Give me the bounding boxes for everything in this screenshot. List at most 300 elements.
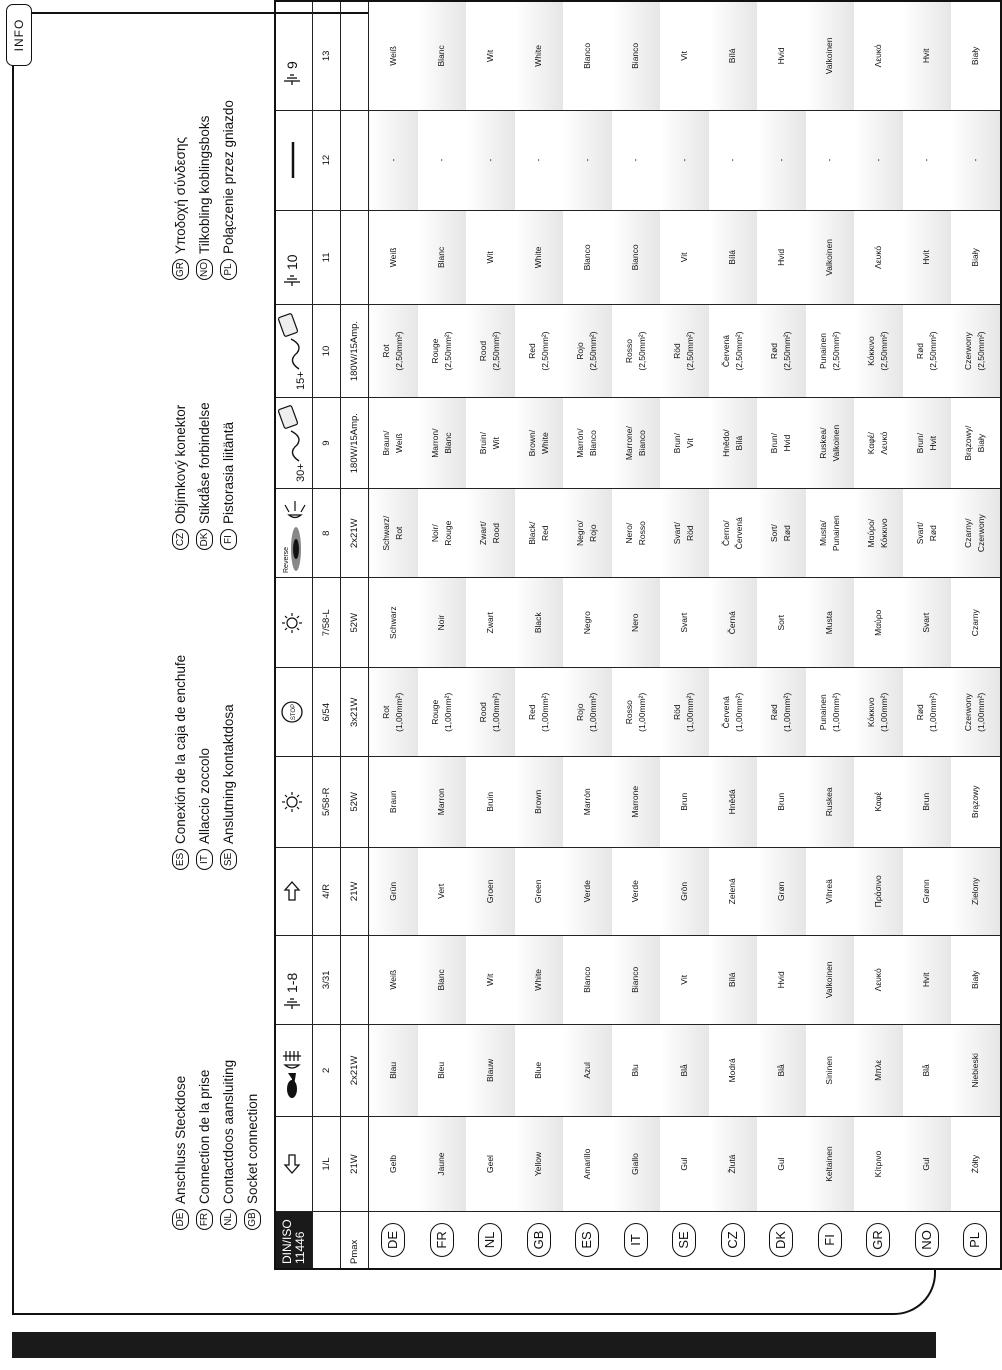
color-cell: - — [563, 110, 612, 210]
color-cell: Valkoinen — [806, 1, 855, 110]
color-cell: Azul — [563, 1024, 612, 1117]
table-row — [903, 1, 952, 1269]
color-cell: - — [709, 110, 758, 210]
color-cell: Bruin — [466, 757, 515, 848]
legend-text: Allaccio zoccolo — [196, 747, 212, 844]
color-cell: Schwarz — [369, 577, 418, 668]
color-cell: Blu — [612, 1024, 661, 1117]
language-badge: CZ — [172, 529, 189, 550]
stop-light-icon — [279, 699, 310, 725]
ground-10-label: 10 — [283, 254, 300, 271]
row-language — [515, 1211, 564, 1269]
color-cell: - — [757, 110, 806, 210]
color-cell: Negro/ Rojo — [563, 489, 612, 578]
color-cell: Bílá — [709, 936, 758, 1025]
color-cell: Svart/ Rød — [903, 489, 952, 578]
row-language — [951, 1211, 1001, 1269]
color-cell: Καφέ — [854, 757, 903, 848]
table-row — [660, 1, 709, 1269]
color-cell: Noir — [418, 577, 467, 668]
pin-number: 4/R — [313, 847, 341, 936]
color-cell: Rød (2,50mm²) — [903, 305, 952, 398]
header-icon-cell — [275, 936, 313, 1025]
color-cell: Blanco — [563, 210, 612, 305]
color-cell: Röd (1,00mm²) — [660, 668, 709, 757]
row-language — [369, 1211, 418, 1269]
color-cell: Punainen (1,00mm²) — [806, 668, 855, 757]
color-cell: Yellow — [515, 1117, 564, 1212]
language-badge: NL — [478, 1223, 502, 1257]
color-cell: Hvit — [903, 1, 952, 110]
color-cell: Κόκκινο (1,00mm²) — [854, 668, 903, 757]
color-cell: Vit — [660, 1, 709, 110]
color-cell: Marrone/ Bianco — [612, 397, 661, 489]
legend-text: Anschluss Steckdose — [172, 1075, 188, 1204]
color-cell: Green — [515, 847, 564, 936]
pmax-value: 21W — [341, 847, 369, 936]
color-cell: Rød (1,00mm²) — [757, 668, 806, 757]
color-cell: - — [418, 110, 467, 210]
legend-text: Połączenie przez gniazdo — [220, 100, 236, 254]
table-row — [369, 1, 418, 1269]
side-light-right-icon — [281, 790, 308, 814]
color-cell: Vit — [660, 210, 709, 305]
pmax-value — [341, 1, 369, 110]
color-cell: Vert — [418, 847, 467, 936]
color-cell: Rouge (2,50mm²) — [418, 305, 467, 398]
color-cell: - — [369, 110, 418, 210]
color-cell: Rød (2,50mm²) — [757, 305, 806, 398]
row-language — [466, 1211, 515, 1269]
table-row — [563, 1, 612, 1269]
color-cell: Κίτρινο — [854, 1117, 903, 1212]
battery-30-icon — [277, 403, 312, 483]
color-cell: Geel — [466, 1117, 515, 1212]
color-cell: Brun — [660, 757, 709, 848]
pin-number: 1/L — [313, 1117, 341, 1212]
color-cell: Röd (2,50mm²) — [660, 305, 709, 398]
color-cell: Λευκό — [854, 936, 903, 1025]
color-cell: Žlutá — [709, 1117, 758, 1212]
color-cell: Ruskea — [806, 757, 855, 848]
ground-10-icon — [281, 228, 308, 286]
color-cell: Grön — [660, 847, 709, 936]
color-cell: Πράσινο — [854, 847, 903, 936]
color-cell: - — [903, 110, 952, 210]
color-cell: Blå — [660, 1024, 709, 1117]
language-badge: FI — [818, 1223, 842, 1257]
legend-column-4 — [168, 100, 240, 280]
color-cell: Hnědo/ Bílá — [709, 397, 758, 489]
language-badge: GR — [866, 1223, 890, 1257]
color-cell: Biały — [951, 210, 1001, 305]
color-cell: Grün — [369, 847, 418, 936]
color-cell: Gul — [660, 1117, 709, 1212]
color-cell: Zwart — [466, 577, 515, 668]
language-badge: NL — [220, 1209, 237, 1230]
legend-item-es — [168, 655, 192, 870]
legend-item-dk — [192, 402, 216, 550]
color-cell: Blanco — [563, 1, 612, 110]
pmax-value: 3x21W — [341, 668, 369, 757]
color-cell: Svart/ Röd — [660, 489, 709, 578]
legend-item-se — [216, 655, 240, 870]
color-cell: - — [515, 110, 564, 210]
color-cell: Sort/ Rød — [757, 489, 806, 578]
color-cell: Brun/ Hvid — [757, 397, 806, 489]
color-cell: - — [854, 110, 903, 210]
color-cell: Weiß — [369, 1, 418, 110]
color-cell: Brązowy/ Biały — [951, 397, 1001, 489]
language-badge: CZ — [721, 1223, 745, 1257]
color-cell: Hvid — [757, 936, 806, 1025]
pmax-value: 2x21W — [341, 1024, 369, 1117]
legend-text: Connection de la prise — [196, 1069, 212, 1204]
color-cell: Gul — [757, 1117, 806, 1212]
color-cell: Bílá — [709, 210, 758, 305]
color-cell: Nero/ Rosso — [612, 489, 661, 578]
ground-1-8-icon — [281, 951, 308, 1009]
language-badge: PL — [963, 1223, 987, 1257]
language-badge: IT — [196, 849, 213, 870]
pmax-value: 2x21W — [341, 489, 369, 578]
color-cell: Vihreä — [806, 847, 855, 936]
color-cell: Μαύρο — [854, 577, 903, 668]
legend-item-gb — [240, 1060, 264, 1230]
color-cell: Brown — [515, 757, 564, 848]
color-cell: Hvid — [757, 210, 806, 305]
legend-column-2 — [168, 655, 240, 870]
color-cell: Brown/ White — [515, 397, 564, 489]
legend-text: Υποδοχή σύνδεσης — [172, 137, 188, 254]
legend-text: Stikdåse forbindelse — [196, 402, 212, 524]
language-badge: DE — [381, 1223, 405, 1257]
language-badge: FI — [220, 529, 237, 550]
legend-column-1 — [168, 1060, 264, 1230]
language-badge: PL — [220, 259, 237, 280]
language-badge: FR — [430, 1223, 454, 1257]
pin-number: 3/31 — [313, 936, 341, 1025]
color-cell: Modrá — [709, 1024, 758, 1117]
bottom-bar — [12, 1332, 936, 1358]
color-cell: Brun/ Vit — [660, 397, 709, 489]
language-badge: ES — [575, 1223, 599, 1257]
color-cell: Bianco — [612, 210, 661, 305]
arrow-right-icon — [283, 880, 306, 902]
color-cell: Niebieski — [951, 1024, 1001, 1117]
color-cell: Hnědá — [709, 757, 758, 848]
color-cell: Braun — [369, 757, 418, 848]
color-cell: Punainen (2,50mm²) — [806, 305, 855, 398]
color-cell: Červená (2,50mm²) — [709, 305, 758, 398]
pmax-value: 21W — [341, 1117, 369, 1212]
legend-text: Anslutning kontaktdosa — [220, 704, 236, 844]
color-cell: Hvit — [903, 936, 952, 1025]
color-cell: Svart — [660, 577, 709, 668]
language-badge: IT — [624, 1223, 648, 1257]
legend-item-it — [192, 655, 216, 870]
color-cell: Black/ Red — [515, 489, 564, 578]
legend-text: Pistorasia liitäntä — [220, 421, 236, 524]
socket-connection-table — [274, 0, 1002, 1270]
color-cell: Valkoinen — [806, 210, 855, 305]
color-cell: Zwart/ Rood — [466, 489, 515, 578]
color-cell: Μπλε — [854, 1024, 903, 1117]
row-language — [757, 1211, 806, 1269]
color-cell: Wit — [466, 936, 515, 1025]
color-cell: Blanco — [563, 936, 612, 1025]
color-cell: Black — [515, 577, 564, 668]
pmax-value: 180W/15Amp. — [341, 305, 369, 398]
color-cell: Musta/ Punainen — [806, 489, 855, 578]
legend-text: Tilkobling koblingsboks — [196, 115, 212, 254]
table-row — [466, 1, 515, 1269]
pmax-value — [341, 210, 369, 305]
color-cell: Μαύρο/ Κόκκινο — [854, 489, 903, 578]
color-cell: Noir/ Rouge — [418, 489, 467, 578]
header-icon-cell — [275, 397, 313, 489]
rotated-content — [160, 0, 987, 1270]
color-cell: Bianco — [612, 936, 661, 1025]
color-cell: Λευκό — [854, 210, 903, 305]
legend-text: Conexión de la caja de enchufe — [172, 654, 188, 844]
color-cell: Zielony — [951, 847, 1001, 936]
row-language — [563, 1211, 612, 1269]
color-cell: Amarillo — [563, 1117, 612, 1212]
color-cell: Blanc — [418, 210, 467, 305]
battery-15-icon — [277, 311, 312, 391]
color-cell: Jaune — [418, 1117, 467, 1212]
svg-text:Reverse: Reverse — [282, 547, 290, 574]
color-cell: Blauw — [466, 1024, 515, 1117]
legend-text: Socket connection — [244, 1093, 260, 1204]
color-cell: Brązowy — [951, 757, 1001, 848]
color-cell: - — [612, 110, 661, 210]
color-cell: Κόκκινο (2,50mm²) — [854, 305, 903, 398]
color-cell: White — [515, 1, 564, 110]
header-icon-cell — [275, 110, 313, 210]
color-cell: Wit — [466, 210, 515, 305]
color-cell: Blanc — [418, 936, 467, 1025]
color-cell: Biały — [951, 936, 1001, 1025]
table-row — [806, 1, 855, 1269]
language-badge: DE — [172, 1209, 189, 1230]
legend-item-fr — [192, 1060, 216, 1230]
color-cell: Καφέ/ Λευκό — [854, 397, 903, 489]
color-cell: Negro — [563, 577, 612, 668]
color-cell: Rojo (2,50mm²) — [563, 305, 612, 398]
pin-number: 2 — [313, 1024, 341, 1117]
color-cell: Schwarz/ Rot — [369, 489, 418, 578]
legend-text: Objímkový konektor — [172, 404, 188, 524]
language-badge: SE — [672, 1223, 696, 1257]
color-cell: Blanc — [418, 1, 467, 110]
color-cell: Marrone — [612, 757, 661, 848]
row-language — [806, 1211, 855, 1269]
color-cell: Groen — [466, 847, 515, 936]
header-icon-cell — [275, 489, 313, 578]
pin-number: 8 — [313, 489, 341, 578]
table-row — [854, 1, 903, 1269]
color-cell: Keltainen — [806, 1117, 855, 1212]
color-cell: - — [660, 110, 709, 210]
dash-icon — [285, 140, 303, 180]
row-language — [854, 1211, 903, 1269]
color-cell: Weiß — [369, 936, 418, 1025]
legend-item-fi — [216, 402, 240, 550]
color-cell: Bianco — [612, 1, 661, 110]
color-cell: - — [951, 110, 1001, 210]
table-row — [757, 1, 806, 1269]
color-cell: Svart — [903, 577, 952, 668]
ground-9-label: 9 — [283, 61, 300, 69]
pin-number: 7/58-L — [313, 577, 341, 668]
color-cell: Brun — [757, 757, 806, 848]
color-cell: Blå — [903, 1024, 952, 1117]
color-cell: Verde — [563, 847, 612, 936]
color-cell: Gul — [903, 1117, 952, 1212]
ground-1-8-label: 1-8 — [283, 972, 300, 993]
pmax-value — [341, 936, 369, 1025]
header-icon-cell — [275, 1024, 313, 1117]
language-badge: GB — [527, 1223, 551, 1257]
header-icon-cell — [275, 577, 313, 668]
pmax-value: 180W/15Amp. — [341, 397, 369, 489]
legend-item-nl — [216, 1060, 240, 1230]
row-language — [612, 1211, 661, 1269]
language-badge: FR — [196, 1209, 213, 1230]
header-icon-cell — [275, 1117, 313, 1212]
color-cell: Brun — [903, 757, 952, 848]
svg-text:15+: 15+ — [294, 371, 307, 391]
table-row — [515, 1, 564, 1269]
color-cell: Rot (1,00mm²) — [369, 668, 418, 757]
language-badge: GR — [172, 259, 189, 280]
color-cell: Biały — [951, 1, 1001, 110]
pin-number: 6/54 — [313, 668, 341, 757]
pmax-value — [341, 110, 369, 210]
legend-item-pl — [216, 100, 240, 280]
pmax-value: 52W — [341, 577, 369, 668]
pin-number: 11 — [313, 210, 341, 305]
legend-item-cz — [168, 402, 192, 550]
standard-label: DIN/ISO 11446 — [275, 1211, 313, 1269]
color-cell: Red (1,00mm²) — [515, 668, 564, 757]
legend-item-gr — [168, 100, 192, 280]
legend — [160, 0, 270, 1270]
table-row — [418, 1, 467, 1269]
color-cell: Ruskea/ Valkoinen — [806, 397, 855, 489]
color-cell: Vit — [660, 936, 709, 1025]
svg-text:30+: 30+ — [294, 463, 307, 483]
color-cell: Rot (2,50mm²) — [369, 305, 418, 398]
color-cell: Czarny/ Czerwony — [951, 489, 1001, 578]
color-cell: Marron — [418, 757, 467, 848]
color-cell: Weiß — [369, 210, 418, 305]
reverse-light-icon — [279, 491, 310, 575]
color-cell: Red (2,50mm²) — [515, 305, 564, 398]
color-cell: Brun/ Hvit — [903, 397, 952, 489]
color-cell: Żółty — [951, 1117, 1001, 1212]
color-cell: Giallo — [612, 1117, 661, 1212]
color-cell: Nero — [612, 577, 661, 668]
table-row — [951, 1, 1001, 1269]
color-cell: Bleu — [418, 1024, 467, 1117]
row-language — [709, 1211, 758, 1269]
color-cell: Marrón/ Blanco — [563, 397, 612, 489]
header-icon-cell — [275, 305, 313, 398]
color-cell: Czerwony (1,00mm²) — [951, 668, 1001, 757]
color-cell: Černo/ Červená — [709, 489, 758, 578]
header-icon-cell — [275, 210, 313, 305]
color-cell: Rouge (1,00mm²) — [418, 668, 467, 757]
color-cell: Rosso (1,00mm²) — [612, 668, 661, 757]
pin-number: 9 — [313, 397, 341, 489]
color-cell: Rood (2,50mm²) — [466, 305, 515, 398]
legend-item-no — [192, 100, 216, 280]
legend-item-de — [168, 1060, 192, 1230]
color-cell: Bruin/ Wit — [466, 397, 515, 489]
language-badge: ES — [172, 849, 189, 870]
color-cell: Wit — [466, 1, 515, 110]
color-cell: Rød (1,00mm²) — [903, 668, 952, 757]
legend-column-3 — [168, 402, 240, 550]
color-cell: Gelb — [369, 1117, 418, 1212]
language-badge: DK — [196, 529, 213, 550]
color-cell: Bílá — [709, 1, 758, 110]
row-language — [660, 1211, 709, 1269]
color-cell: Rood (1,00mm²) — [466, 668, 515, 757]
color-cell: Blå — [757, 1024, 806, 1117]
side-light-left-icon — [281, 611, 308, 635]
svg-text:STOP: STOP — [290, 704, 297, 721]
header-icon-cell — [275, 757, 313, 848]
pin-number: 10 — [313, 305, 341, 398]
pin-number: 5/58-R — [313, 757, 341, 848]
color-cell: White — [515, 936, 564, 1025]
color-cell: Braun/ Weiß — [369, 397, 418, 489]
color-cell: Rosso (2,50mm²) — [612, 305, 661, 398]
language-badge: DK — [769, 1223, 793, 1257]
color-cell: Grønn — [903, 847, 952, 936]
pin-number: 13 — [313, 1, 341, 110]
fog-light-icon — [281, 1037, 308, 1103]
color-cell: Verde — [612, 847, 661, 936]
color-cell: - — [466, 110, 515, 210]
color-cell: Marrón — [563, 757, 612, 848]
color-cell: Blue — [515, 1024, 564, 1117]
color-cell: White — [515, 210, 564, 305]
color-cell: Musta — [806, 577, 855, 668]
color-cell: Λευκό — [854, 1, 903, 110]
color-cell: Sort — [757, 577, 806, 668]
color-cell: Grøn — [757, 847, 806, 936]
color-cell: Hvid — [757, 1, 806, 110]
header-icon-cell — [275, 1, 313, 110]
color-cell: Sininen — [806, 1024, 855, 1117]
header-icon-cell — [275, 847, 313, 936]
color-cell: Valkoinen — [806, 936, 855, 1025]
row-language — [418, 1211, 467, 1269]
pmax-value: 52W — [341, 757, 369, 848]
header-icon-cell — [275, 668, 313, 757]
pmax-label: Pmax — [341, 1211, 369, 1269]
color-cell: Hvit — [903, 210, 952, 305]
color-cell: Czarny — [951, 577, 1001, 668]
color-cell: Blau — [369, 1024, 418, 1117]
info-tab: INFO — [6, 4, 32, 66]
color-cell: Marron/ Blanc — [418, 397, 467, 489]
